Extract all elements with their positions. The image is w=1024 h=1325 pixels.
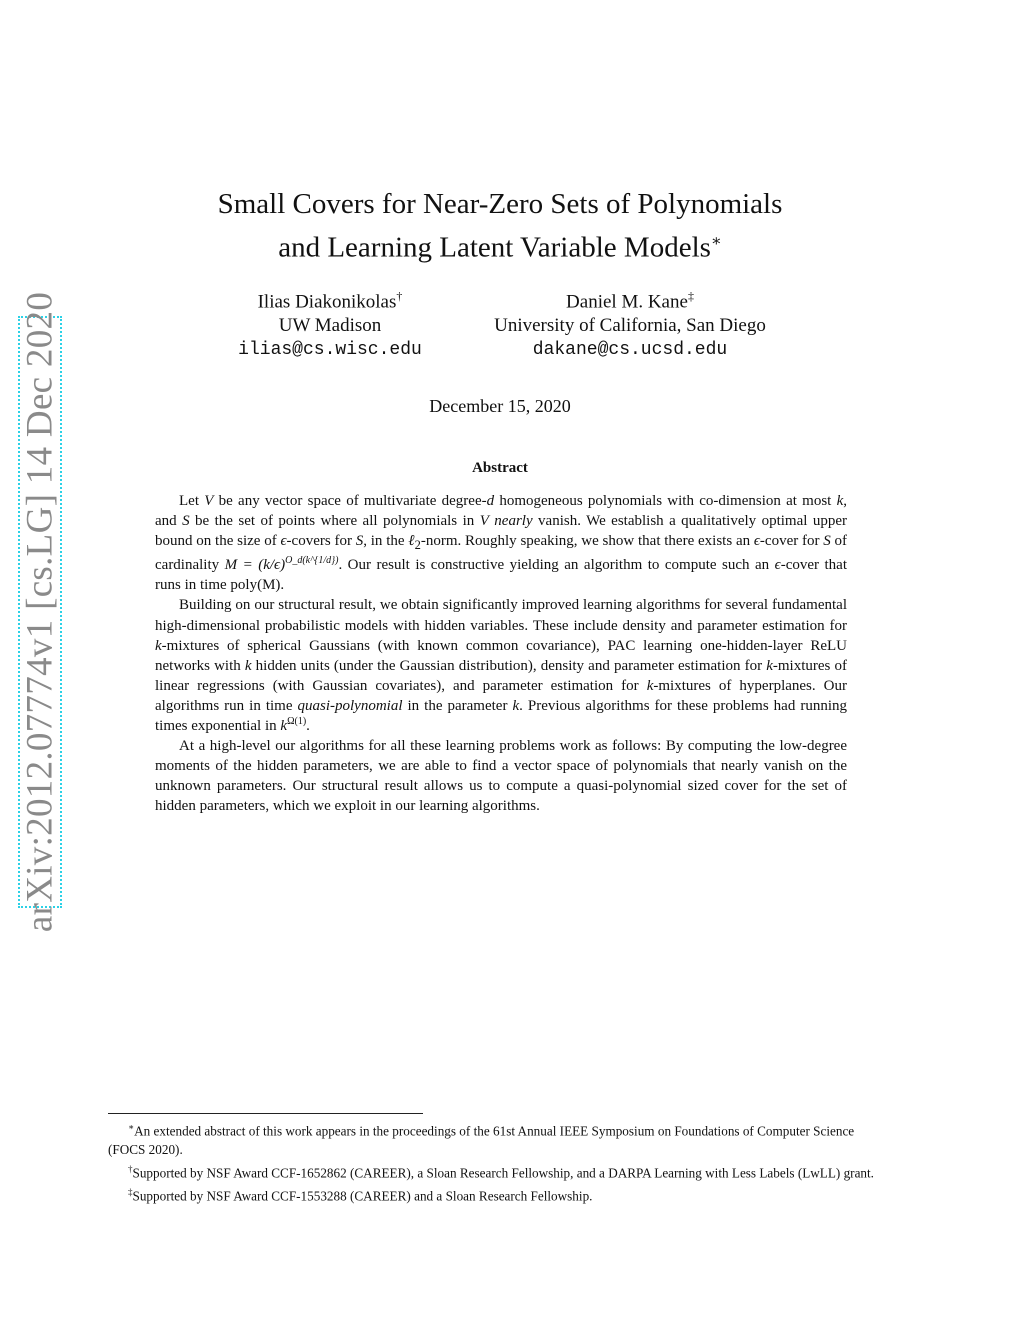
abstract-paragraph-1 bbox=[155, 491, 847, 595]
math-symbol: ϵ bbox=[774, 557, 781, 574]
math-symbol: k bbox=[646, 677, 654, 694]
math-symbol: ϵ bbox=[753, 533, 760, 550]
math-symbol: k bbox=[836, 493, 844, 509]
abstract-text: . bbox=[280, 577, 285, 594]
abstract-text: -norm. Roughly speaking, we show that there exists an bbox=[420, 533, 754, 550]
paper-date: December 15, 2020 bbox=[429, 396, 571, 416]
math-symbol: S bbox=[823, 533, 831, 550]
title-line-2 bbox=[200, 223, 800, 267]
math-symbol: S bbox=[355, 533, 364, 550]
math-symbol: k bbox=[512, 697, 520, 714]
emphasis-text: nearly bbox=[494, 513, 533, 530]
footnotes bbox=[108, 1118, 893, 1206]
footnote-3-mark: ‡ bbox=[128, 1186, 133, 1197]
math-symbol: S bbox=[182, 513, 190, 530]
math-symbol: ϵ bbox=[280, 533, 287, 550]
abstract-text: hidden units (under the Gaussian distribution), density and parameter estimation for bbox=[251, 657, 767, 674]
author-name-1-text: Ilias Diakonikolas bbox=[257, 291, 397, 313]
math-symbol: k bbox=[244, 657, 252, 674]
footnote-1-text: An extended abstract of this work appears in the proceedings of the 61st Annual IEEE Symposium on Foundations of Computer Science (FOCS 2020). bbox=[108, 1123, 855, 1157]
paper-title bbox=[200, 186, 800, 267]
author-name-2 bbox=[470, 284, 790, 314]
abstract-text: . bbox=[306, 718, 310, 735]
arxiv-identifier-stamp: arXiv:2012.07774v1 [cs.LG] 14 Dec 2020 bbox=[19, 291, 61, 933]
footnote-1 bbox=[108, 1118, 893, 1160]
abstract-text: -mixtures of spherical Gaussians (with known common covariance), PAC learning one-hidden-layer ReLU networks with bbox=[155, 637, 847, 674]
abstract-text: -cover for bbox=[759, 533, 824, 550]
math-formula: poly(M) bbox=[230, 577, 281, 594]
abstract-text: -mixtures of hyperplanes. Our algorithms run in time bbox=[155, 677, 847, 714]
abstract-text: be any vector space of multivariate degree- bbox=[213, 493, 487, 509]
abstract-text: -covers for bbox=[286, 533, 356, 550]
abstract-text: . Previous algorithms for these problems had running times exponential in bbox=[155, 697, 847, 735]
math-symbol: ℓ bbox=[408, 533, 415, 550]
abstract-text: vanish. We establish a qualitatively optimal upper bound on the size of bbox=[155, 513, 848, 550]
footnote-3-text: Supported by NSF Award CCF-1553288 (CAREER) and a Sloan Research Fellowship. bbox=[132, 1187, 593, 1203]
abstract-text: , in the bbox=[363, 533, 409, 550]
footnote-divider bbox=[108, 1113, 423, 1114]
math-symbol: k bbox=[280, 718, 288, 735]
abstract-body bbox=[155, 491, 847, 817]
author-affiliation-2: University of California, San Diego bbox=[494, 315, 766, 337]
abstract-text: Let bbox=[179, 493, 205, 509]
author-email-1[interactable]: ilias@cs.wisc.edu bbox=[238, 340, 422, 361]
math-superscript: Ω(1) bbox=[287, 716, 307, 728]
title-line-2-text: and Learning Latent Variable Models bbox=[278, 231, 711, 264]
abstract-text: . Our result is constructive yielding an algorithm to compute such an bbox=[338, 557, 775, 574]
author-1-footnote-mark: † bbox=[396, 289, 403, 303]
abstract-text: homogeneous polynomials with co-dimension at most bbox=[494, 493, 837, 509]
math-symbol: k bbox=[155, 637, 162, 654]
author-affiliation-1: UW Madison bbox=[278, 315, 382, 337]
footnote-1-mark: ∗ bbox=[128, 1122, 135, 1132]
author-name-2-text: Daniel M. Kane bbox=[566, 291, 688, 313]
author-name-1 bbox=[210, 284, 450, 314]
footnote-3 bbox=[108, 1183, 893, 1206]
math-formula: M = (k/ϵ) bbox=[224, 557, 286, 574]
emphasis-text: quasi-polynomial bbox=[297, 697, 403, 714]
abstract-text: in the parameter bbox=[402, 697, 513, 714]
abstract-paragraph-2 bbox=[155, 595, 847, 736]
title-footnote-mark: ∗ bbox=[710, 233, 722, 250]
author-block-1 bbox=[210, 284, 450, 362]
abstract-text: Building on our structural result, we obtain significantly improved learning algorithms for several fundamental high-dimensional probabilistic models with hidden variables. These include density and parameter estimation for bbox=[155, 597, 847, 634]
footnote-2 bbox=[108, 1160, 893, 1183]
author-2-footnote-mark: ‡ bbox=[687, 289, 694, 303]
math-symbol: d bbox=[486, 493, 495, 509]
math-symbol: k bbox=[766, 657, 773, 674]
author-email-2[interactable]: dakane@cs.ucsd.edu bbox=[532, 340, 728, 361]
abstract-heading: Abstract bbox=[472, 460, 528, 476]
abstract-text: be the set of points where all polynomials in bbox=[189, 513, 480, 530]
abstract-text: of cardinality bbox=[155, 533, 848, 574]
math-symbol: V bbox=[479, 513, 489, 530]
footnote-2-text: Supported by NSF Award CCF-1652862 (CAREER), a Sloan Research Fellowship, and a DARPA Learning with Less Labels (LwLL) grant. bbox=[132, 1164, 874, 1180]
abstract-paragraph-3: At a high-level our algorithms for all these learning problems work as follows: By computing the low-degree moments of the hidden parameters, we are able to find a vector space of polynomials that nearly vanish on the unknown parameters. Our structural result allows us to compute a quasi-polynomial sized cover for the set of hidden parameters, which we exploit in our learning algorithms. bbox=[155, 738, 847, 815]
title-line-1: Small Covers for Near-Zero Sets of Polynomials bbox=[217, 188, 783, 220]
abstract-text: -mixtures of linear regressions (with Gaussian covariates), and parameter estimation for bbox=[155, 657, 847, 694]
footnote-2-mark: † bbox=[128, 1163, 133, 1174]
abstract-text: , and bbox=[155, 493, 847, 530]
math-subscript: 2 bbox=[414, 538, 421, 553]
math-symbol: V bbox=[204, 493, 214, 509]
math-superscript: O_d(k^{1/d}) bbox=[285, 555, 339, 567]
abstract-text: -cover that runs in time bbox=[155, 557, 848, 594]
author-block-2 bbox=[470, 284, 790, 362]
